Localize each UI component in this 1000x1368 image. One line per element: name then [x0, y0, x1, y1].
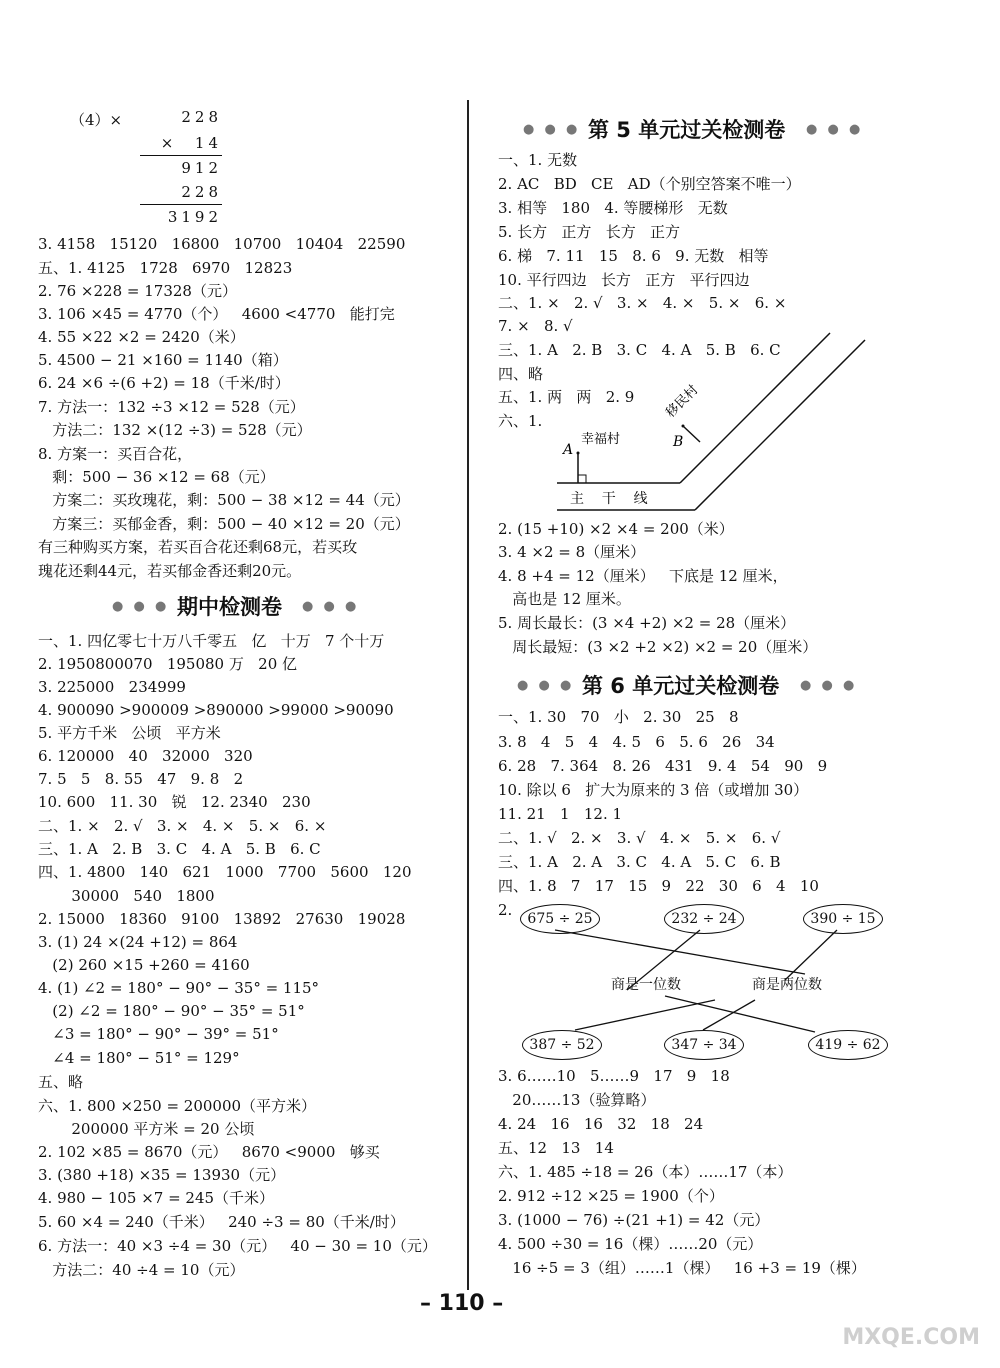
- label-two-digit-quotient: 商是两位数: [752, 977, 822, 993]
- answer-line: 5. 60 ×4 = 240（千米） 240 ÷3 = 80（千米/时）: [38, 1213, 405, 1231]
- answer-line: 2.: [498, 901, 513, 919]
- answer-line: 五、1. 4125 1728 6970 12823: [38, 259, 293, 277]
- section-title-unit6: 第 6 单元过关检测卷: [582, 674, 780, 698]
- answer-line: 3. (380 +18) ×35 = 13930（元）: [38, 1166, 286, 1184]
- mult-row: × 14: [160, 134, 222, 152]
- answer-line: 六、1.: [498, 412, 543, 430]
- oval-bottom-2: 347 ÷ 34: [664, 1030, 744, 1060]
- answer-line: 4. 500 ÷30 = 16（棵）……20（元）: [498, 1235, 763, 1253]
- answer-line: 方案三：买郁金香，剩：500 − 40 ×12 = 20（元）: [38, 515, 410, 533]
- answer-line: 7. 5 5 8. 55 47 9. 8 2: [38, 770, 244, 788]
- label-village1: 幸福村: [581, 432, 621, 447]
- oval-top-1: 675 ÷ 25: [520, 904, 600, 934]
- answer-line: 6. 梯 7. 11 15 8. 6 9. 无数 相等: [498, 247, 769, 265]
- section-title-unit5: 第 5 单元过关检测卷: [588, 118, 786, 142]
- answer-line: 4. 8 +4 = 12（厘米） 下底是 12 厘米，: [498, 567, 788, 585]
- answer-line: 5. 周长最长：(3 ×4 +2) ×2 = 28（厘米）: [498, 614, 796, 632]
- oval-bottom-1: 387 ÷ 52: [522, 1030, 602, 1060]
- mult-row: 228: [181, 183, 222, 201]
- answer-line: 2. 1950800070 195080 万 20 亿: [38, 655, 298, 673]
- heading-dots: ● ● ●: [302, 599, 360, 614]
- heading-dots: ● ● ●: [806, 122, 864, 137]
- match-line: [785, 930, 837, 980]
- answer-line: 16 ÷5 = 3（组）……1（棵） 16 +3 = 19（棵）: [498, 1259, 866, 1277]
- answer-line: 3. 6……10 5……9 17 9 18: [498, 1067, 730, 1085]
- answer-line: 4. 900090 >900009 >890000 >99000 >90090: [38, 701, 394, 719]
- mult-rule: [140, 204, 222, 205]
- road-edge: [680, 333, 830, 483]
- watermark: MXQE.COM: [842, 1325, 980, 1350]
- mult-label: （4）×: [70, 111, 123, 129]
- answer-line: 方案二：买玫瑰花，剩：500 − 38 ×12 = 44（元）: [38, 491, 410, 509]
- answer-line: 3. 4158 15120 16800 10700 10404 22590: [38, 235, 406, 253]
- answer-line: 2. 102 ×85 = 8670（元） 8670 <9000 够买: [38, 1143, 380, 1161]
- heading-dots: ● ● ●: [800, 678, 858, 693]
- answer-line: 4. 980 − 105 ×7 = 245（千米）: [38, 1189, 275, 1207]
- heading-dots: ● ● ●: [523, 122, 581, 137]
- answer-line: 3. 8 4 5 4 4. 5 6 5. 6 26 34: [498, 733, 775, 751]
- mult-rule: [140, 155, 222, 156]
- answer-line: 200000 平方米 = 20 公顷: [38, 1120, 255, 1138]
- heading-dots: ● ● ●: [112, 599, 170, 614]
- answer-line: 10. 平行四边 长方 正方 平行四边: [498, 271, 750, 289]
- answer-line: 7. × 8. √: [498, 317, 573, 335]
- answer-line: (2) 260 ×15 +260 = 4160: [38, 956, 250, 974]
- oval-bottom-3: 419 ÷ 62: [808, 1030, 888, 1060]
- answer-line: 6. 28 7. 364 8. 26 431 9. 4 54 90 9: [498, 757, 828, 775]
- answer-line: 瑰花还剩44元，若买郁金香还剩20元。: [38, 562, 302, 580]
- answer-line: 3. 106 ×45 = 4770（个） 4600 <4770 能打完: [38, 305, 395, 323]
- answer-line: 4. (1) ∠2 = 180° − 90° − 35° = 115°: [38, 979, 320, 997]
- answer-line: 高也是 12 厘米。: [498, 590, 631, 608]
- answer-line: 2. 76 ×228 = 17328（元）: [38, 282, 237, 300]
- answer-line: 11. 21 1 12. 1: [498, 805, 623, 823]
- oval-top-2: 232 ÷ 24: [664, 904, 744, 934]
- answer-line: 四、1. 4800 140 621 1000 7700 5600 120: [38, 863, 412, 881]
- match-line: [575, 1000, 715, 1030]
- answer-line: 3. 4 ×2 = 8（厘米）: [498, 543, 646, 561]
- answer-line: 四、1. 8 7 17 15 9 22 30 6 4 10: [498, 877, 819, 895]
- answer-line: 五、12 13 14: [498, 1139, 614, 1157]
- answer-line: 一、1. 无数: [498, 151, 578, 169]
- answer-line: 5. 平方千米 公顷 平方米: [38, 724, 221, 742]
- answer-line: 7. 方法一：132 ÷3 ×12 = 528（元）: [38, 398, 305, 416]
- answer-line: 5. 4500 − 21 ×160 = 1140（箱）: [38, 351, 288, 369]
- answer-line: 6. 方法一：40 ×3 ÷4 = 30（元） 40 − 30 = 10（元）: [38, 1237, 437, 1255]
- answer-line: 二、1. √ 2. × 3. √ 4. × 5. × 6. √: [498, 829, 781, 847]
- page-number: – 110 –: [420, 1291, 504, 1316]
- road-edge: [695, 340, 865, 510]
- mult-row: 3192: [167, 208, 222, 226]
- answer-line: 10. 除以 6 扩大为原来的 3 倍（或增加 30）: [498, 781, 809, 799]
- match-line: [665, 996, 815, 1032]
- answer-line: 六、1. 485 ÷18 = 26（本）……17（本）: [498, 1163, 793, 1181]
- point-a: [577, 452, 580, 455]
- match-line: [555, 930, 805, 974]
- answer-line: 6. 24 ×6 ÷(6 +2) = 18（千米/时）: [38, 374, 290, 392]
- answer-line: 二、1. × 2. √ 3. × 4. × 5. × 6. ×: [498, 294, 787, 312]
- answer-line: 3. 225000 234999: [38, 678, 186, 696]
- answer-line: 4. 55 ×22 ×2 = 2420（米）: [38, 328, 245, 346]
- answer-line: 三、1. A 2. B 3. C 4. A 5. B 6. C: [38, 840, 321, 858]
- label-one-digit-quotient: 商是一位数: [611, 977, 681, 993]
- vertical-multiplication: [140, 108, 222, 228]
- answer-line: (2) ∠2 = 180° − 90° − 35° = 51°: [38, 1002, 305, 1020]
- answer-line: 三、1. A 2. B 3. C 4. A 5. B 6. C: [498, 341, 781, 359]
- answer-line: 五、1. 两 两 2. 9: [498, 388, 635, 406]
- answer-line: 3. 相等 180 4. 等腰梯形 无数: [498, 199, 728, 217]
- point-b: [682, 425, 685, 428]
- answer-line: 二、1. × 2. √ 3. × 4. × 5. × 6. ×: [38, 817, 327, 835]
- answer-line: 一、1. 30 70 小 2. 30 25 8: [498, 708, 739, 726]
- answer-line: 四、略: [498, 365, 544, 383]
- oval-top-3: 390 ÷ 15: [803, 904, 883, 934]
- answer-line: 2. 15000 18360 9100 13892 27630 19028: [38, 910, 406, 928]
- answer-line: 方法二：132 ×(12 ÷3) = 528（元）: [38, 421, 312, 439]
- answer-line: 方法二：40 ÷4 = 10（元）: [38, 1261, 245, 1279]
- answer-line: 8. 方案一：买百合花，: [38, 445, 193, 463]
- answer-line: ∠3 = 180° − 90° − 39° = 51°: [38, 1025, 279, 1043]
- road-diagram: [545, 318, 875, 518]
- answer-line: 6. 120000 40 32000 320: [38, 747, 253, 765]
- answer-line: 3. (1000 − 76) ÷(21 +1) = 42（元）: [498, 1211, 770, 1229]
- answer-line: 六、1. 800 ×250 = 200000（平方米）: [38, 1097, 317, 1115]
- answer-line: 2. (15 +10) ×2 ×4 = 200（米）: [498, 520, 734, 538]
- answer-line: ∠4 = 180° − 51° = 129°: [38, 1049, 240, 1067]
- answer-line: 30000 540 1800: [38, 887, 215, 905]
- answer-line: 4. 24 16 16 32 18 24: [498, 1115, 704, 1133]
- mult-row: 912: [181, 159, 222, 177]
- answer-line: 周长最短：(3 ×2 +2 ×2) ×2 = 20（厘米）: [498, 638, 818, 656]
- answer-line: 2. 912 ÷12 ×25 = 1900（个）: [498, 1187, 724, 1205]
- column-divider: [467, 100, 469, 1290]
- perpendicular-b: [683, 426, 700, 442]
- answer-line: 五、略: [38, 1073, 84, 1091]
- answer-line: 5. 长方 正方 长方 正方: [498, 223, 680, 241]
- answer-line: 10. 600 11. 30 锐 12. 2340 230: [38, 793, 311, 811]
- answer-line: 一、1. 四亿零七十万八千零五 亿 十万 7 个十万: [38, 632, 385, 650]
- match-line: [703, 1000, 755, 1030]
- right-angle-mark: [578, 475, 586, 483]
- answer-line: 3. (1) 24 ×(24 +12) = 864: [38, 933, 238, 951]
- heading-dots: ● ● ●: [517, 678, 575, 693]
- answer-line: 2. AC BD CE AD（个别空答案不唯一）: [498, 175, 801, 193]
- section-title-midterm: 期中检测卷: [177, 595, 282, 619]
- answer-line: 20……13（验算略）: [498, 1091, 656, 1109]
- label-road: 主 干 线: [570, 491, 648, 507]
- answer-line: 三、1. A 2. A 3. C 4. A 5. C 6. B: [498, 853, 781, 871]
- answer-line: 剩：500 − 36 ×12 = 68（元）: [38, 468, 275, 486]
- answer-line: 有三种购买方案，若买百合花还剩68元，若买玫: [38, 538, 358, 556]
- label-a: A: [563, 442, 574, 458]
- label-b: B: [673, 434, 684, 450]
- mult-row: 228: [181, 108, 222, 126]
- label-village2: 移民村: [663, 382, 702, 421]
